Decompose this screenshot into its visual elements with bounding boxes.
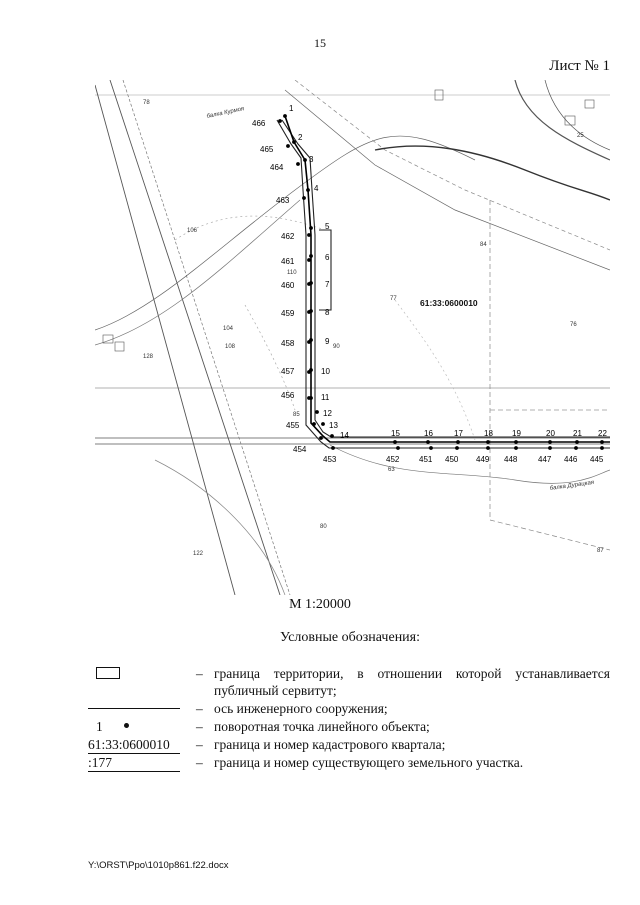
turning-point-dot-445: [600, 446, 604, 450]
turning-point-dot-13: [321, 422, 325, 426]
plot-number: 108: [225, 344, 236, 350]
legend-point-number: 1: [96, 719, 103, 734]
plot-number: 85: [293, 412, 300, 418]
turning-point-label-14: 14: [340, 431, 349, 440]
plot-number: 128: [143, 354, 154, 360]
place-labels: [206, 106, 595, 492]
turning-point-label-456: 456: [281, 391, 295, 400]
legend-text: граница территории, в отношении которой устанавливается публичный сервитут;: [214, 666, 610, 698]
plot-number: 110: [287, 270, 297, 276]
turning-point-dot-3: [303, 158, 307, 162]
place-label: балка Курмоя: [206, 106, 245, 120]
plot-number: 84: [480, 242, 487, 248]
turning-point-dot-460: [307, 282, 311, 286]
turning-point-dot-446: [574, 446, 578, 450]
page-number: 15: [314, 36, 326, 50]
turning-point-label-458: 458: [281, 339, 295, 348]
legend-symbol-plot: [88, 754, 183, 771]
turning-point-label-453: 453: [323, 455, 337, 464]
plot-number: 87: [597, 548, 604, 554]
turning-point-label-13: 13: [329, 421, 338, 430]
turning-point-dot-12: [315, 410, 319, 414]
turning-point-label-457: 457: [281, 367, 295, 376]
turning-point-label-8: 8: [325, 308, 330, 317]
legend-symbol-point: [88, 718, 183, 735]
legend-quarter-number: 61:33:0600010: [88, 736, 180, 754]
turning-point-label-461: 461: [281, 257, 295, 266]
cadastral-quarter-label: 61:33:0600010: [420, 298, 478, 308]
legend-symbol-rect: [88, 665, 183, 682]
point-dot-icon: [124, 723, 129, 728]
turning-point-label-446: 446: [564, 455, 578, 464]
turning-point-dot-465: [286, 144, 290, 148]
turning-point-label-3: 3: [309, 155, 314, 164]
turning-point-label-4: 4: [314, 184, 319, 193]
map-drawing: [95, 80, 610, 595]
turning-point-label-12: 12: [323, 409, 332, 418]
turning-point-dot-6: [309, 254, 313, 258]
turning-point-dot-463: [302, 196, 306, 200]
legend-plot-number: :177: [88, 754, 180, 772]
turning-point-dot-4: [306, 188, 310, 192]
turning-point-label-460: 460: [281, 281, 295, 290]
turning-point-label-449: 449: [476, 455, 490, 464]
plot-number: 25: [577, 133, 584, 139]
turning-point-dot-456: [307, 396, 311, 400]
turning-point-dot-449: [486, 446, 490, 450]
legend-dash: –: [196, 737, 203, 752]
turning-point-dot-454: [319, 436, 323, 440]
sheet-label: Лист № 1: [549, 58, 610, 74]
turning-point-label-18: 18: [484, 429, 493, 438]
plot-number: 78: [143, 100, 150, 106]
turning-point-label-22: 22: [598, 429, 607, 438]
turning-point-label-459: 459: [281, 309, 295, 318]
cadastral-map: [95, 80, 610, 595]
turning-point-dot-452: [396, 446, 400, 450]
turning-point-label-1: 1: [289, 104, 294, 113]
turning-point-dot-457: [307, 370, 311, 374]
turning-point-dot-462: [307, 233, 311, 237]
turning-point-dot-466: [278, 119, 282, 123]
footer-file-path: Y:\ORST\Ppo\1010p861.f22.docx: [88, 860, 229, 871]
turning-point-dot-20: [548, 440, 552, 444]
turning-point-label-451: 451: [419, 455, 433, 464]
plot-number: 90: [333, 344, 340, 350]
turning-point-label-7: 7: [325, 280, 330, 289]
turning-point-dot-21: [575, 440, 579, 444]
turning-point-dot-14: [330, 434, 334, 438]
plot-number: 77: [390, 296, 397, 302]
turning-point-dot-451: [429, 446, 433, 450]
turning-point-label-445: 445: [590, 455, 604, 464]
turning-point-label-5: 5: [325, 222, 330, 231]
turning-point-dot-453: [331, 446, 335, 450]
legend-symbol-line: [88, 700, 183, 717]
turning-point-dot-15: [393, 440, 397, 444]
plot-number-labels: [143, 100, 604, 557]
turning-point-label-464: 464: [270, 163, 284, 172]
legend-text: граница и номер кадастрового квартала;: [214, 737, 446, 752]
turning-point-label-455: 455: [286, 421, 300, 430]
turning-point-label-466: 466: [252, 119, 266, 128]
plot-number: 104: [223, 326, 234, 332]
legend-dash: –: [196, 666, 203, 681]
plot-number: 63: [388, 467, 395, 473]
turning-point-dot-464: [296, 162, 300, 166]
turning-point-label-15: 15: [391, 429, 400, 438]
turning-point-dot-447: [548, 446, 552, 450]
turning-point-dot-455: [312, 422, 316, 426]
legend-dash: –: [196, 701, 203, 716]
turning-point-dot-458: [307, 340, 311, 344]
turning-point-label-463: 463: [276, 196, 290, 205]
plot-number: 106: [187, 228, 198, 234]
plot-number: 122: [193, 551, 204, 557]
turning-point-label-17: 17: [454, 429, 463, 438]
legend-text: ось инженерного сооружения;: [214, 701, 388, 716]
turning-point-label-452: 452: [386, 455, 400, 464]
turning-point-label-454: 454: [293, 445, 307, 454]
turning-point-dot-459: [307, 310, 311, 314]
turning-point-label-9: 9: [325, 337, 330, 346]
turning-point-label-450: 450: [445, 455, 459, 464]
engineering-axis: [285, 116, 610, 442]
turning-point-dot-1: [283, 114, 287, 118]
turning-point-label-21: 21: [573, 429, 582, 438]
turning-point-label-2: 2: [298, 133, 303, 142]
map-background-lines: [95, 80, 610, 595]
turning-point-label-448: 448: [504, 455, 518, 464]
map-scale: М 1:20000: [289, 597, 351, 612]
turning-point-dot-461: [307, 258, 311, 262]
turning-point-dot-22: [600, 440, 604, 444]
place-label: балка Дурацкая: [549, 479, 595, 492]
plot-number: 80: [320, 524, 327, 530]
turning-point-dot-18: [486, 440, 490, 444]
turning-point-dot-5: [309, 226, 313, 230]
turning-point-label-11: 11: [321, 393, 330, 402]
legend-symbol-quarter: [88, 736, 183, 753]
turning-point-dot-448: [514, 446, 518, 450]
turning-point-dot-2: [292, 140, 296, 144]
legend-dash: –: [196, 719, 203, 734]
legend-dash: –: [196, 755, 203, 770]
turning-point-label-10: 10: [321, 367, 330, 376]
turning-point-label-465: 465: [260, 145, 274, 154]
plot-number: 76: [570, 322, 577, 328]
turning-point-dot-16: [426, 440, 430, 444]
turning-point-dot-17: [456, 440, 460, 444]
turning-point-label-462: 462: [281, 232, 295, 241]
turning-point-label-19: 19: [512, 429, 521, 438]
turning-point-dot-19: [514, 440, 518, 444]
legend-title: Условные обозначения:: [279, 630, 421, 645]
turning-point-dot-450: [455, 446, 459, 450]
legend-text: граница и номер существующего земельного участка.: [214, 755, 524, 770]
legend-text: поворотная точка линейного объекта;: [214, 719, 430, 734]
turning-point-label-447: 447: [538, 455, 552, 464]
turning-point-label-20: 20: [546, 429, 555, 438]
turning-point-label-16: 16: [424, 429, 433, 438]
turning-point-label-6: 6: [325, 253, 330, 262]
settlement-blocks: [103, 90, 594, 351]
